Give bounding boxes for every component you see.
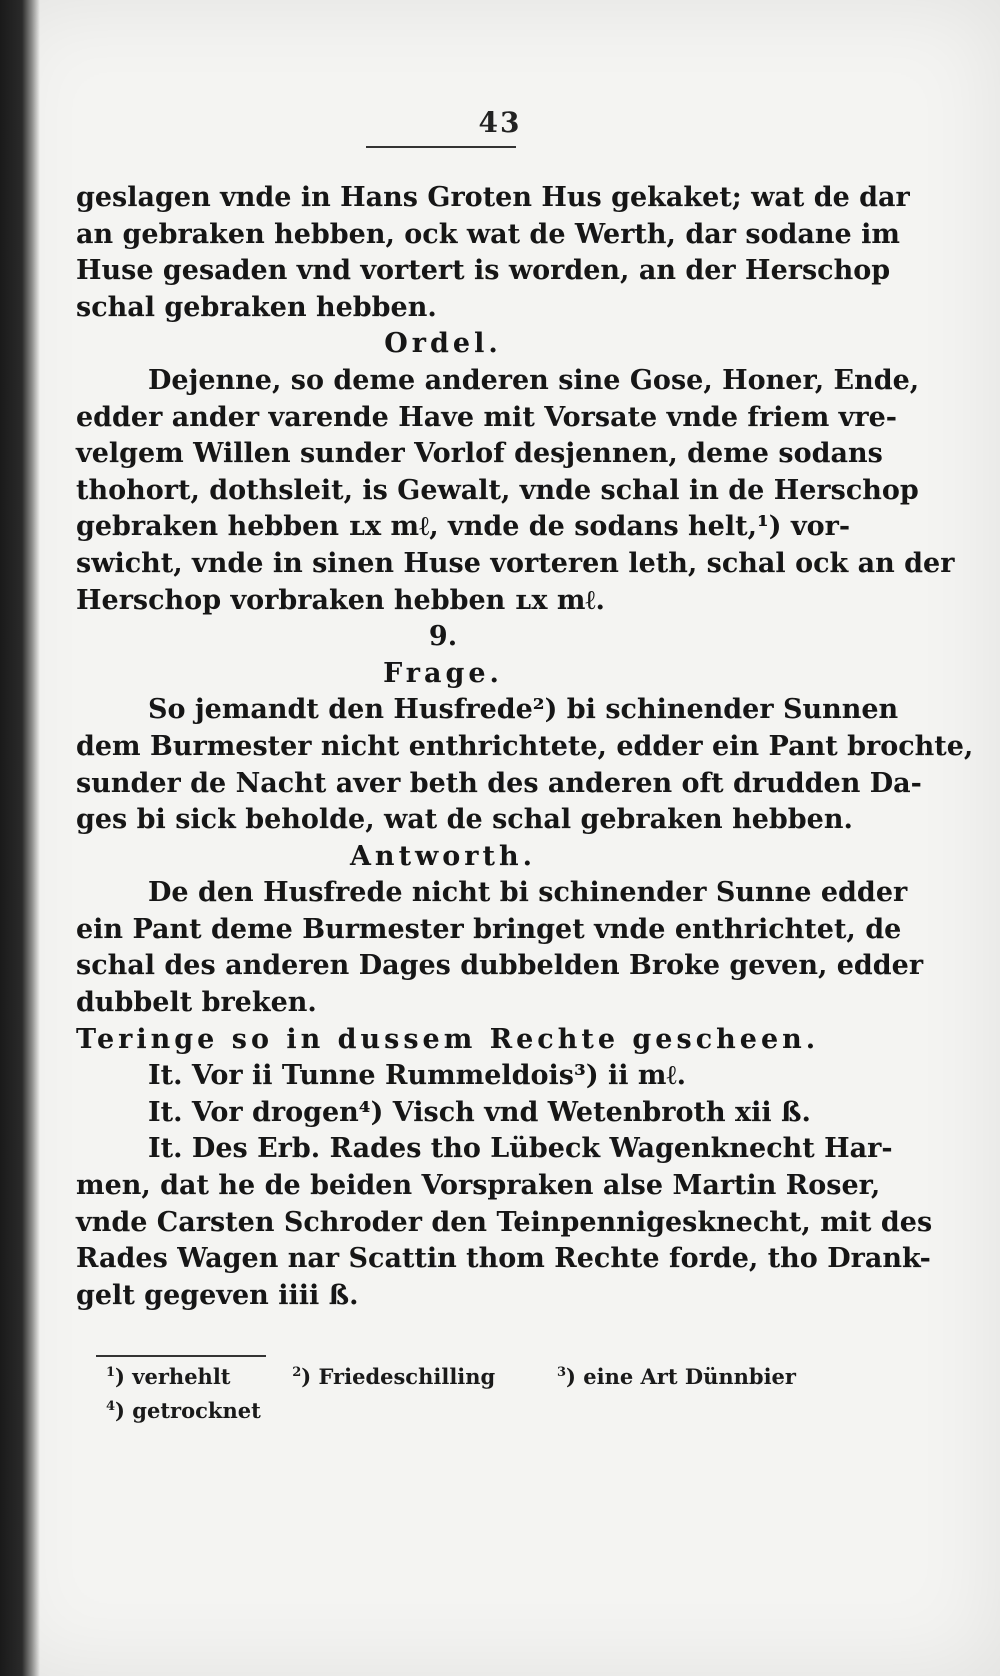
book-binding-shadow [0,0,40,1676]
text-line: De den Husfrede nicht bi schinender Sunne edder [148,877,908,909]
text-line: swicht, vnde in sinen Huse vorteren leth, schal ock an der [76,547,955,579]
text-line: dubbelt breken. [76,987,317,1019]
text-line: thohort, dothsleit, is Gewalt, vnde schal in de Herschop [76,474,919,506]
footnote-3: $^3$) eine Art Dünnbier [556,1364,796,1389]
footnote-rule [96,1355,266,1357]
text-line: Rades Wagen nar Scattin thom Rechte forde, tho Drank- [76,1243,931,1275]
text-line: edder ander varende Have mit Vorsate vnde friem vre- [76,401,897,433]
text-line: ges bi sick beholde, wat de schal gebraken hebben. [76,804,853,836]
text-line: an gebraken hebben, ock wat de Werth, dar sodane im [76,218,900,250]
footnote-1: $^1$) verhehlt [106,1364,231,1389]
text-line: sunder de Nacht aver beth des anderen oft drudden Da- [76,767,922,799]
text-line: So jemandt den Husfrede²) bi schinender Sunnen [148,694,899,726]
text-line: Antworth. [349,840,537,872]
text-line: Dejenne, so deme anderen sine Gose, Honer, Ende, [148,364,920,396]
text-line: Teringe so in dussem Rechte gescheen. [76,1023,820,1055]
text-line: It. Des Erb. Rades tho Lübeck Wagenknecht Har- [148,1133,893,1165]
footnote-row-1 [106,1360,796,1394]
page-number: 43 [478,106,522,139]
text-line: Herschop vorbraken hebben ʟx mℓ. [76,584,605,616]
text-line: vnde Carsten Schroder den Teinpennigesknecht, mit des [76,1206,933,1238]
footnote-2: $^2$) Friedeschilling [292,1364,496,1389]
text-line: geslagen vnde in Hans Groten Hus gekaket; wat de dar [76,182,910,213]
text-line: 9. [428,621,458,653]
footnote-2-text: Friedeschilling [318,1364,496,1389]
text-line: gelt gegeven iiii ß. [76,1279,359,1311]
text-line: velgem Willen sunder Vorlof desjennen, deme sodans [76,438,883,470]
header-rule [366,146,516,148]
text-line: schal gebraken hebben. [76,291,437,323]
text-line: gebraken hebben ʟx mℓ, vnde de sodans helt,¹) vor- [76,511,851,543]
text-line: It. Vor drogen⁴) Visch vnd Wetenbroth xii ß. [148,1096,811,1128]
text-line: It. Vor ii Tunne Rummeldois³) ii mℓ. [148,1060,686,1092]
text-line: Huse gesaden vnd vortert is worden, an der Herschop [76,255,891,287]
text-line: schal des anderen Dages dubbelden Broke geven, edder [76,950,924,982]
text-line: dem Burmester nicht enthrichtete, edder ein Pant brochte, [76,730,974,762]
text-line: Frage. [383,657,503,689]
footnote-4: $^4$) getrocknet [106,1398,261,1423]
footnote-3-text: eine Art Dünnbier [583,1364,796,1389]
text-line: men, dat he de beiden Vorspraken alse Martin Roser, [76,1170,881,1202]
text-line: Ordel. [384,328,502,360]
footnote-row-2 [106,1394,796,1428]
footnote-1-text: verhehlt [132,1364,231,1389]
footnotes [106,1360,826,1428]
footnote-4-text: getrocknet [132,1398,261,1423]
text-line: ein Pant deme Burmester bringet vnde enthrichtet, de [76,913,902,945]
page-body-text [76,180,974,1314]
